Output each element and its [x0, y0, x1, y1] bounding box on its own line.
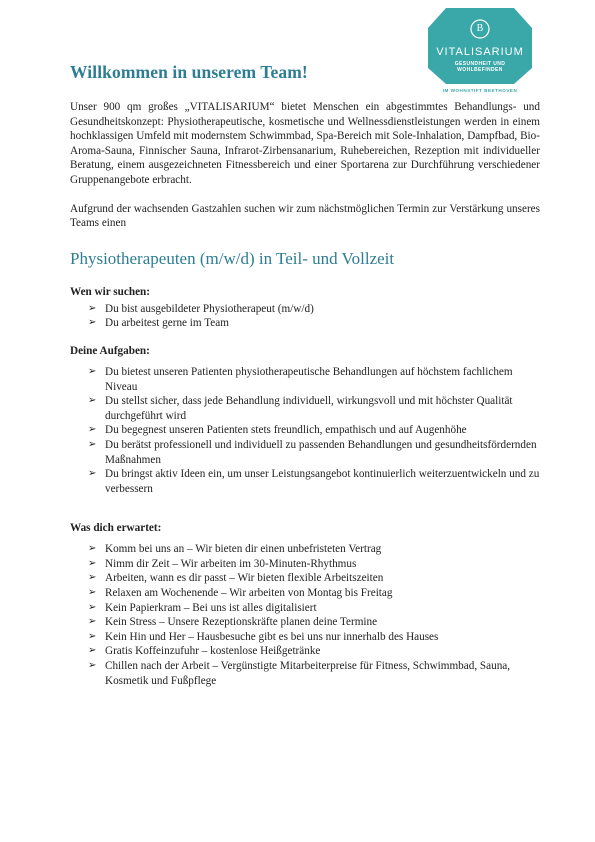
arrow-bullet-icon: ➢: [88, 543, 97, 555]
list-item: [70, 394, 540, 423]
arrow-bullet-icon: ➢: [88, 468, 97, 480]
list-item: [70, 615, 540, 630]
arrow-bullet-icon: ➢: [88, 317, 97, 329]
intro-paragraph-2: Aufgrund der wachsenden Gastzahlen suchen wir zum nächstmöglichen Termin zur Verstärkung unseres Teams einen: [70, 202, 540, 230]
list-item-text: Nimm dir Zeit – Wir arbeiten im 30-Minuten-Rhythmus: [105, 557, 357, 570]
section-title-deine-aufgaben: Deine Aufgaben:: [70, 344, 150, 357]
list-item-text: Gratis Koffeinzufuhr – kostenlose Heißgetränke: [105, 645, 321, 658]
list-item-text: Du stellst sicher, dass jede Behandlung individuell, wirkungsvoll und mit höchster Qualität durchgeführt wird: [105, 395, 513, 422]
arrow-bullet-icon: ➢: [88, 660, 97, 672]
arrow-bullet-icon: ➢: [88, 438, 97, 450]
requirements-list: [70, 302, 540, 331]
list-item-text: Relaxen am Wochenende – Wir arbeiten von Montag bis Freitag: [105, 587, 393, 600]
logo-name: VITALISARIUM: [436, 46, 524, 58]
arrow-bullet-icon: ➢: [88, 557, 97, 569]
arrow-bullet-icon: ➢: [88, 365, 97, 377]
list-item: [70, 571, 540, 586]
list-item: [70, 644, 540, 659]
list-item-text: Du arbeitest gerne im Team: [105, 317, 229, 330]
list-item: [70, 557, 540, 572]
list-item: [70, 316, 540, 331]
arrow-bullet-icon: ➢: [88, 630, 97, 642]
list-item-text: Du bietest unseren Patienten physiotherapeutische Behandlungen auf höchstem fachlichem Niveau: [105, 365, 513, 393]
section-title-wen-wir-suchen: Wen wir suchen:: [70, 285, 150, 298]
arrow-bullet-icon: ➢: [88, 645, 97, 657]
document-body: [70, 62, 540, 688]
arrow-bullet-icon: ➢: [88, 587, 97, 599]
list-item: [70, 467, 540, 496]
arrow-bullet-icon: ➢: [88, 424, 97, 436]
logo-initial: B: [476, 23, 484, 34]
list-item: [70, 630, 540, 645]
logo-tagline-2: WOHLBEFINDEN: [457, 67, 503, 73]
job-title: Physiotherapeuten (m/w/d) in Teil- und Vollzeit: [70, 248, 395, 268]
list-item: [70, 423, 540, 438]
list-item: [70, 659, 540, 688]
logo-tagline-1: GESUNDHEIT UND: [454, 61, 506, 67]
logo-subline: IM WOHNSTIFT BEETHOVEN: [442, 88, 518, 93]
list-item-text: Kein Papierkram – Bei uns ist alles digitalisiert: [105, 601, 317, 614]
list-item: [70, 586, 540, 601]
list-item-text: Arbeiten, wann es dir passt – Wir bieten flexible Arbeitszeiten: [105, 572, 384, 585]
arrow-bullet-icon: ➢: [88, 302, 97, 314]
tasks-list: [70, 365, 540, 496]
list-item: [70, 365, 540, 394]
list-item-text: Du bringst aktiv Ideen ein, um unser Leistungsangebot kontinuierlich weiterzuentwickeln und zu verbessern: [105, 468, 540, 495]
list-item-text: Kein Hin und Her – Hausbesuche gibt es bei uns nur innerhalb des Hauses: [105, 630, 439, 643]
list-item: [70, 542, 540, 557]
list-item-text: Kein Stress – Unsere Rezeptionskräfte planen deine Termine: [105, 616, 378, 629]
list-item-text: Du begegnest unseren Patienten stets freundlich, empathisch und auf Augenhöhe: [105, 424, 467, 437]
list-item-text: Du berätst professionell und individuell zu passenden Behandlungen und gesundheitsfördernden Maßnahmen: [105, 438, 537, 466]
list-item: [70, 302, 540, 317]
section-title-was-dich-erwartet: Was dich erwartet:: [70, 522, 162, 535]
arrow-bullet-icon: ➢: [88, 395, 97, 407]
list-item: [70, 601, 540, 616]
arrow-bullet-icon: ➢: [88, 616, 97, 628]
list-item-text: Chillen nach der Arbeit – Vergünstigte Mitarbeiterpreise für Fitness, Schwimmbad, Sauna, Kosmetik und Fußpflege: [105, 660, 511, 687]
list-item-text: Du bist ausgebildeter Physiotherapeut (m/w/d): [105, 302, 314, 315]
list-item-text: Komm bei uns an – Wir bieten dir einen unbefristeten Vertrag: [105, 543, 382, 556]
page-title: Willkommen in unserem Team!: [70, 62, 308, 82]
list-item: [70, 438, 540, 467]
intro-paragraph: Unser 900 qm großes „VITALISARIUM“ bietet Menschen ein abgestimmtes Behandlungs- und Gesundheitskonzept: Physiotherapeutische, kosmetische und Wellnessdienstleistungen werden in einem hochklassigen Umfeld mit modernstem Schwimmbad, Spa-Bereich mit Sole-Inhalation, Dampfbad, Bio-Aroma-Sauna, Finnischer Sauna, Infrarot-Zirbensanarium, Ruhebereichen, Rezeption mit individueller Beratung, einem ausgezeichneten Fitnessbereich und einer Sportarena zur Durchführung verschiedener Gruppenangebote erbracht.: [70, 101, 540, 186]
arrow-bullet-icon: ➢: [88, 572, 97, 584]
benefits-list: [70, 542, 540, 688]
arrow-bullet-icon: ➢: [88, 601, 97, 613]
